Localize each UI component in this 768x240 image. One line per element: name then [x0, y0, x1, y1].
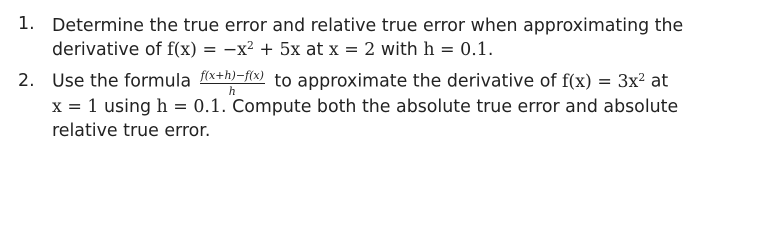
difference-quotient-fraction	[200, 69, 265, 98]
problem-1-line-1	[52, 14, 763, 38]
problem-1-function-lhs: f(x) = −x	[167, 40, 247, 60]
problem-2-text-b: to approximate the derivative of	[268, 71, 562, 92]
problem-1-line-2	[52, 38, 763, 62]
problem-1-exponent: 2	[246, 39, 254, 53]
fraction-numerator: f(x+h)−f(x)	[200, 69, 264, 82]
problem-1-text-b: at	[300, 40, 329, 60]
problem-1-text-c: with	[375, 40, 424, 60]
problem-1-intro: Determine the true error and relative true error when approximating the	[52, 16, 684, 36]
problem-1-x-value: x = 2	[328, 40, 376, 60]
problem-1-number: 1.	[18, 14, 35, 34]
problem-2-line-1	[52, 67, 763, 98]
problem-2-text	[52, 67, 763, 143]
problem-2-exponent: 2	[638, 70, 646, 84]
problem-2	[18, 67, 763, 143]
problem-2-x-value: x = 1	[52, 97, 99, 117]
problem-2-function	[562, 72, 645, 92]
problem-2-function-lhs: f(x) = 3x	[562, 71, 639, 92]
problem-2-number: 2.	[18, 71, 35, 91]
problem-2-text-a: Use the formula	[52, 71, 197, 92]
problem-1-function	[167, 40, 300, 60]
fraction-denominator: h	[228, 85, 236, 98]
problem-2-line-2-text-b: . Compute both the absolute true error and absolute	[221, 97, 679, 117]
problem-1-text	[52, 14, 763, 62]
problem-1-h-value: h = 0.1	[423, 40, 488, 60]
problem-2-text-c: at	[645, 71, 669, 92]
problem-1	[18, 14, 763, 62]
problem-1-end: .	[487, 40, 494, 60]
problem-list	[18, 14, 763, 143]
problem-1-text-a: derivative of	[52, 40, 168, 60]
problem-2-h-value: h = 0.1	[156, 97, 222, 117]
problem-2-line-2-text-a: using	[98, 97, 157, 117]
problem-2-line-3	[52, 119, 763, 143]
problem-1-function-tail: + 5x	[253, 40, 301, 60]
problem-2-line-2	[52, 95, 763, 119]
problem-2-line-3-text: relative true error.	[52, 121, 211, 141]
